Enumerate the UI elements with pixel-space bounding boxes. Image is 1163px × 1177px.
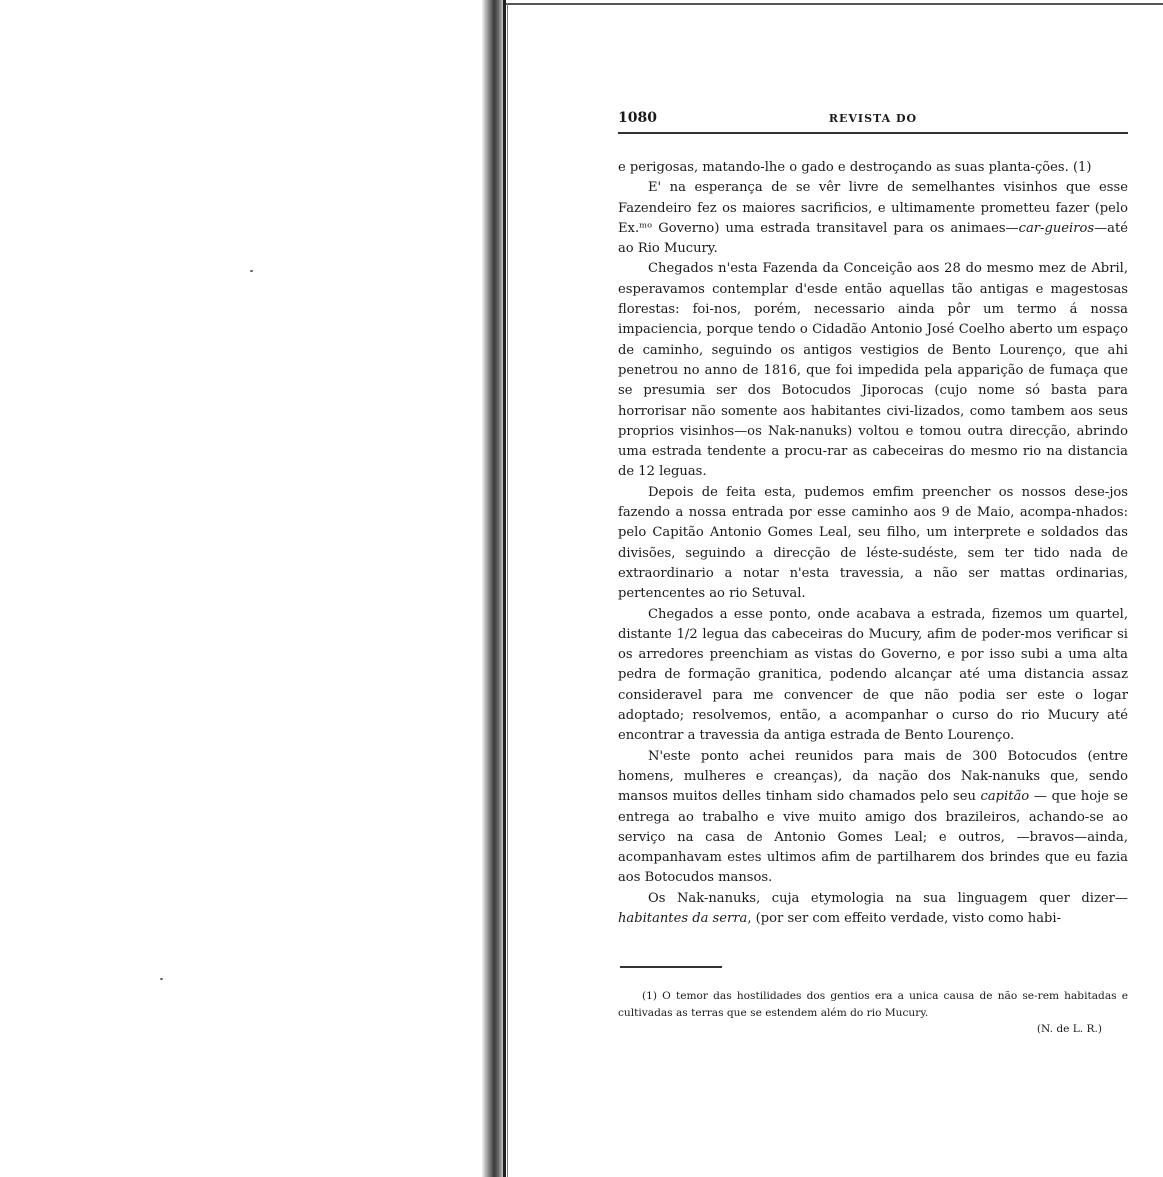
- binding-edge: [503, 0, 506, 1177]
- text-run: , (por ser com effeito verdade, visto como habi-: [747, 910, 1062, 926]
- text-run: —até ao Rio Mucury.: [618, 220, 1128, 257]
- body-paragraph: [618, 747, 1128, 889]
- body-paragraph: [618, 483, 1128, 605]
- text-run: E' na esperança de se vêr livre de semelhantes visinhos que esse Fazendeiro fez os maiores sacrificios, e ultimamente prometteu fazer (pelo Ex.ᵐᵒ Governo) uma estrada transitavel para os animaes—: [618, 180, 1128, 236]
- footnote-text: (1) O temor das hostilidades dos gentios era a unica causa de não se-rem habitadas e cultivadas as terras que se estendem além do rio Mucury.: [618, 990, 1128, 1019]
- text-run: — que hoje se entrega ao trabalho e vive muito amigo dos brazileiros, achando-se ao serviço na casa de Antonio Gomes Leal; e outros, —bravos—ainda, acompanhavam estes ultimos afim de partilharem dos brindes que eu fazia aos Botocudos mansos.: [618, 789, 1128, 886]
- header-rule: [618, 132, 1128, 134]
- footnote: [618, 988, 1128, 1038]
- text-run: Chegados n'esta Fazenda da Conceição aos 28 do mesmo mez de Abril, esperavamos contemplar d'esde então aquellas tão antigas e magestosas florestas: foi-nos, porém, necessario ainda pôr um termo á nossa impaciencia, porque tendo o Cidadão Antonio José Coelho aberto um espaço de caminho, seguindo os antigos vestigios de Bento Lourenço, que ahi penetrou no anno de 1816, que foi impedida pela apparição de fumaça que se presumia ser dos Botocudos Jiporocas (cujo nome só basta para horrorisar não somente aos habitantes civi-lizados, como tambem aos seus proprios visinhos—os Nak-nanuks) voltou e tomou outra direcção, abrindo uma estrada tendente a procu-rar as cabeceiras do mesmo rio na distancia de 12 leguas.: [618, 261, 1128, 480]
- footnote-rule: [620, 966, 722, 968]
- italic-phrase: habitantes da serra: [618, 910, 748, 926]
- body-text: [618, 158, 1128, 929]
- body-paragraph: [618, 889, 1128, 930]
- page-number: 1080: [618, 110, 657, 126]
- text-run: Depois de feita esta, pudemos emfim preencher os nossos dese-jos fazendo a nossa entrada por esse caminho aos 9 de Maio, acompa-nhados: pelo Capitão Antonio Gomes Leal, seu filho, um interprete e soldados das divisões, seguindo a direcção de léste-sudéste, sem ter tido nada de extraordinario a notar n'esta travessia, a não ser mattas ordinarias, pertencentes ao rio Setuval.: [618, 484, 1128, 602]
- scan-speck: [160, 978, 163, 980]
- running-head: [618, 110, 1128, 132]
- italic-phrase: car-gueiros: [1018, 220, 1095, 236]
- text-run: N'este ponto achei reunidos para mais de 300 Botocudos (entre homens, mulheres e creanças), da nação dos Nak-nanuks que, sendo mansos muitos delles tinham sido chamados pelo seu: [618, 748, 1128, 805]
- page-left-edge: [507, 3, 508, 1177]
- scan-speck: [250, 270, 253, 272]
- text-run: e perigosas, matando-lhe o gado e destroçando as suas planta-: [618, 160, 1035, 175]
- body-paragraph: [618, 158, 1128, 178]
- body-paragraph: [618, 605, 1128, 747]
- italic-phrase: capitão: [980, 789, 1030, 805]
- body-paragraph: [618, 178, 1128, 259]
- journal-title: REVISTA DO: [828, 112, 918, 125]
- text-run: Os Nak-nanuks, cuja etymologia na sua linguagem quer dizer—: [648, 890, 1128, 906]
- text-run: Chegados a esse ponto, onde acabava a estrada, fizemos um quartel, distante 1/2 legua das cabeceiras do Mucury, afim de poder-mos verificar si os arredores preenchiam as vistas do Governo, e por isso subi a uma alta pedra de formação granitica, podendo alcançar até uma distancia assaz consideravel para me convencer de que não podia ser este o logar adoptado; resolvemos, então, a acompanhar o curso do rio Mucury até encontrar a travessia da antiga estrada de Bento Lourenço.: [618, 606, 1128, 744]
- page-content: [618, 110, 1128, 1038]
- footnote-attribution: (N. de L. R.): [1036, 1023, 1102, 1036]
- body-paragraph: [618, 259, 1128, 482]
- page-top-edge: [506, 3, 1163, 5]
- binding-shadow: [482, 0, 504, 1177]
- text-run: ções. (1): [1034, 160, 1092, 175]
